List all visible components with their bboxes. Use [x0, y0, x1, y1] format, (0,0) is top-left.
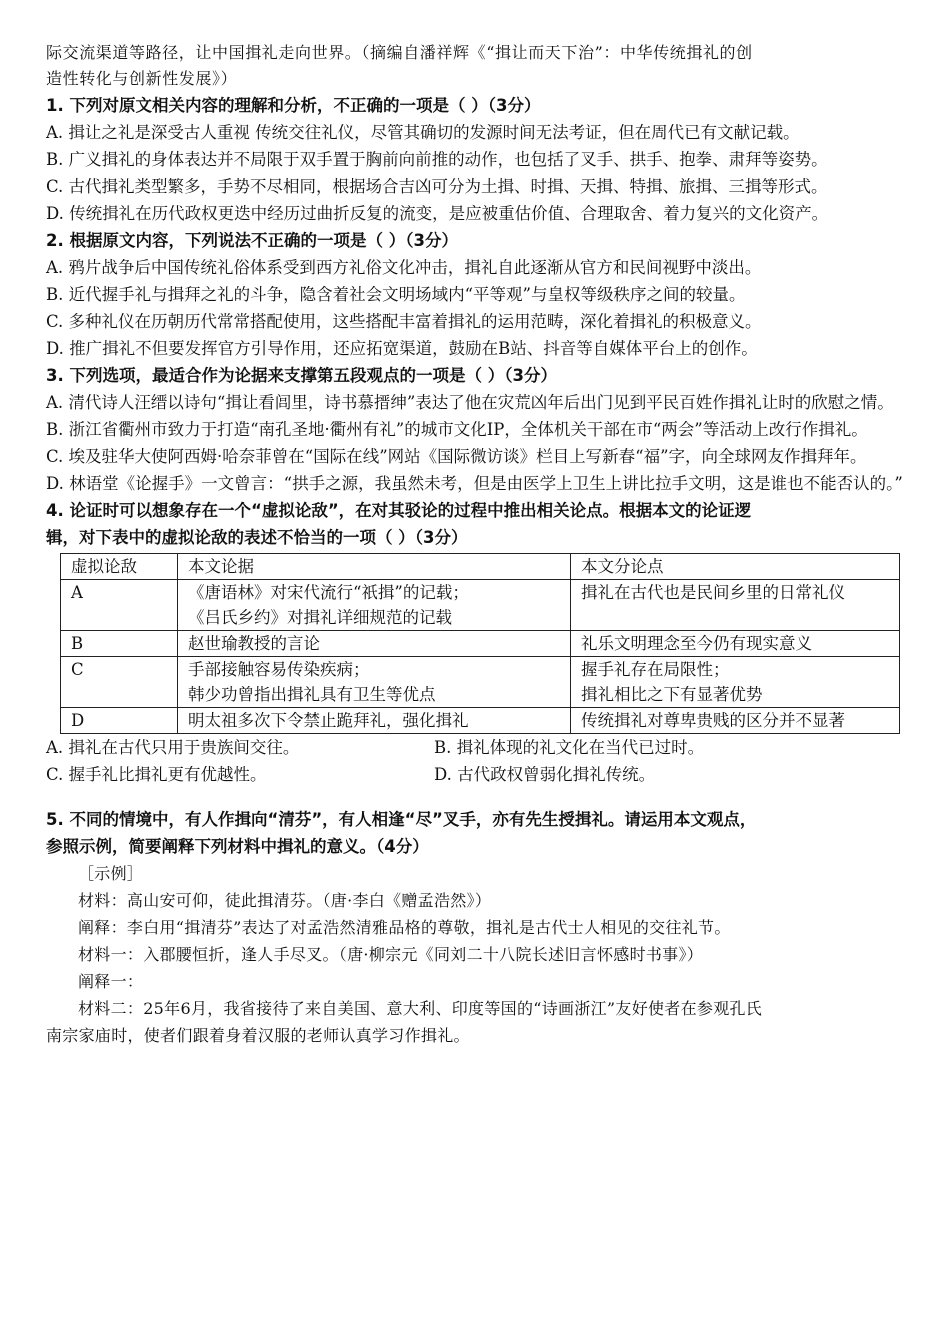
table-row: [61, 657, 900, 708]
table-header-row: [61, 554, 900, 580]
point-line: 揖礼在古代也是民间乡里的日常礼仪: [581, 583, 845, 602]
question-4-stem: 辑，对下表中的虚拟论敌的表述不恰当的一项（ ）（3分）: [46, 528, 468, 547]
evidence-line: 赵世瑜教授的言论: [188, 634, 320, 653]
question-3-stem: 3. 下列选项，最适合作为论据来支撑第五段观点的一项是（ ）（3分）: [46, 366, 557, 385]
example-material: 材料：高山安可仰，徒此揖清芬。（唐·李白《赠孟浩然》）: [78, 891, 492, 910]
table-cell-evidence: [178, 631, 571, 657]
q4-option-d: D. 古代政权曾弱化揖礼传统。: [434, 765, 656, 784]
table-header: 本文分论点: [571, 554, 900, 580]
question-5-stem: 参照示例，简要阐释下列材料中揖礼的意义。（4分）: [46, 837, 429, 856]
table-cell-key: B: [61, 631, 178, 657]
point-line: 礼乐文明理念至今仍有现实意义: [581, 634, 812, 653]
q4-options-row: [46, 761, 904, 788]
material-two: 材料二：25年6月，我省接待了来自美国、意大利、印度等国的“诗画浙江”友好使者在参观孔氏: [78, 999, 763, 1018]
question-5-stem: 5. 不同的情境中，有人作揖向“清芬”，有人相逢“尽”叉手，亦有先生授揖礼。请运用本文观点，: [46, 810, 757, 829]
table-row: [61, 631, 900, 657]
table-cell-evidence: [178, 708, 571, 734]
table-cell-key: D: [61, 708, 178, 734]
table-row: [61, 580, 900, 631]
q4-options-row: [46, 734, 904, 761]
q3-option-d: D. 林语堂《论握手》一文曾言：“拱手之源，我虽然未考，但是由医学上卫生上讲比拉手文明，这是谁也不能否认的。”: [46, 474, 903, 493]
q3-option-a: A. 清代诗人汪缙以诗句“揖让看闾里，诗书慕搢绅”表达了他在灾荒凶年后出门见到平民百姓作揖礼让时的欣慰之情。: [46, 393, 894, 412]
exam-page: [46, 40, 904, 1049]
table-cell-point: [571, 631, 900, 657]
intro-line: 造性转化与创新性发展》）: [46, 69, 238, 88]
table-cell-evidence: [178, 580, 571, 631]
q2-option-a: A. 鸦片战争后中国传统礼俗体系受到西方礼俗文化冲击，揖礼自此逐渐从官方和民间视野中淡出。: [46, 258, 762, 277]
question-4-stem: 4. 论证时可以想象存在一个“虚拟论敌”，在对其驳论的过程中推出相关论点。根据本文的论证逻: [46, 501, 752, 520]
table-cell-key: A: [61, 580, 178, 631]
q3-option-b: B. 浙江省衢州市致力于打造“南孔圣地·衢州有礼”的城市文化IP，全体机关干部在市“两会”等活动上改行作揖礼。: [46, 420, 868, 439]
table-cell-evidence: [178, 657, 571, 708]
evidence-line: 韩少功曾指出揖礼具有卫生等优点: [188, 685, 436, 704]
q2-option-c: C. 多种礼仪在历朝历代常常搭配使用，这些搭配丰富着揖礼的运用范畴，深化着揖礼的积极意义。: [46, 312, 762, 331]
q2-option-d: D. 推广揖礼不但要发挥官方引导作用，还应拓宽渠道，鼓励在B站、抖音等自媒体平台上的创作。: [46, 339, 758, 358]
q1-option-a: A. 揖让之礼是深受古人重视 传统交往礼仪，尽管其确切的发源时间无法考证，但在周代已有文献记载。: [46, 123, 800, 142]
material-one: 材料一：入郡腰恒折，逢人手尽叉。（唐·柳宗元《同刘二十八院长述旧言怀感时书事》）: [78, 945, 704, 964]
q1-option-d: D. 传统揖礼在历代政权更迭中经历过曲折反复的流变，是应被重估价值、合理取舍、着力复兴的文化资产。: [46, 204, 829, 223]
table-header: 本文论据: [178, 554, 571, 580]
evidence-line: 《唐语林》对宋代流行“祇揖”的记载；: [188, 583, 469, 602]
argument-table: [60, 553, 900, 734]
example-explanation: 阐释：李白用“揖清芬”表达了对孟浩然清雅品格的尊敬，揖礼是古代士人相见的交往礼节。: [78, 918, 731, 937]
material-two: 南宗家庙时，使者们跟着身着汉服的老师认真学习作揖礼。: [46, 1026, 470, 1045]
q1-option-c: C. 古代揖礼类型繁多，手势不尽相同，根据场合吉凶可分为土揖、时揖、天揖、特揖、旅揖、三揖等形式。: [46, 177, 828, 196]
intro-line: 际交流渠道等路径，让中国揖礼走向世界。（摘编自潘祥辉《“揖让而天下治”：中华传统揖礼的创: [46, 43, 753, 62]
table-header: 虚拟论敌: [61, 554, 178, 580]
example-tag: ［示例］: [78, 864, 144, 883]
point-line: 揖礼相比之下有显著优势: [581, 685, 763, 704]
table-cell-point: [571, 580, 900, 631]
evidence-line: 手部接触容易传染疾病；: [188, 660, 370, 679]
evidence-line: 《吕氏乡约》对揖礼详细规范的记载: [188, 608, 452, 627]
table-row: [61, 708, 900, 734]
question-2-stem: 2. 根据原文内容，下列说法不正确的一项是（ ）（3分）: [46, 231, 458, 250]
q4-option-a: A. 揖礼在古代只用于贵族间交往。: [46, 738, 300, 757]
point-line: 握手礼存在局限性；: [581, 660, 730, 679]
q4-option-b: B. 揖礼体现的礼文化在当代已过时。: [434, 738, 705, 757]
table-cell-point: [571, 708, 900, 734]
point-line: 传统揖礼对尊卑贵贱的区分并不显著: [581, 711, 845, 730]
q4-option-c: C. 握手礼比揖礼更有优越性。: [46, 765, 267, 784]
q2-option-b: B. 近代握手礼与揖拜之礼的斗争，隐含着社会文明场域内“平等观”与皇权等级秩序之间的较量。: [46, 285, 746, 304]
explanation-one: 阐释一：: [78, 972, 144, 991]
q1-option-b: B. 广义揖礼的身体表达并不局限于双手置于胸前向前推的动作，也包括了叉手、拱手、抱拳、肃拜等姿势。: [46, 150, 828, 169]
evidence-line: 明太祖多次下令禁止跪拜礼，强化揖礼: [188, 711, 469, 730]
q3-option-c: C. 埃及驻华大使阿西姆·哈奈菲曾在“国际在线”网站《国际微访谈》栏目上写新春“福”字，向全球网友作揖拜年。: [46, 447, 867, 466]
table-cell-point: [571, 657, 900, 708]
table-cell-key: C: [61, 657, 178, 708]
question-1-stem: 1. 下列对原文相关内容的理解和分析，不正确的一项是（ ）（3分）: [46, 96, 541, 115]
